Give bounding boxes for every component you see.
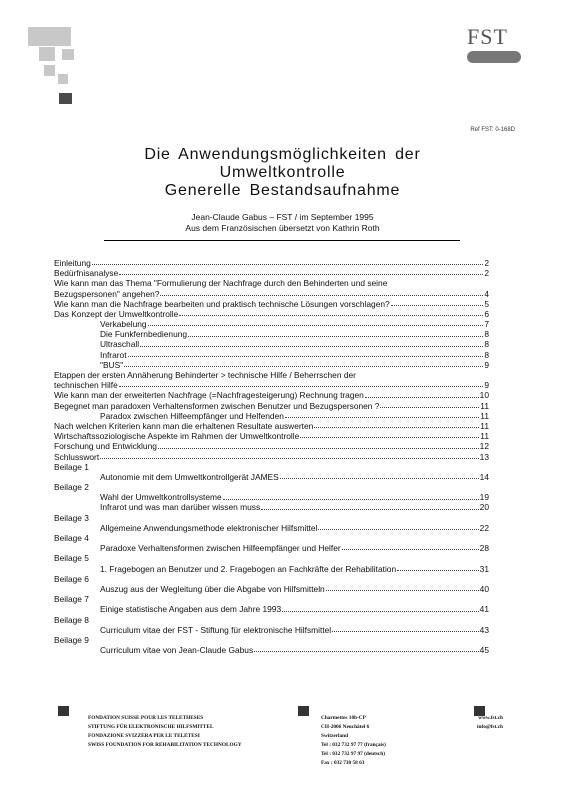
title-line: Generelle Bestandsaufnahme [164, 182, 401, 199]
toc-entry-title: Das Konzept der Umweltkontrolle [54, 308, 179, 319]
title-line: Umweltkontrolle [219, 164, 346, 181]
footer-square [298, 706, 309, 716]
decorative-square [58, 74, 68, 84]
decorative-square [62, 49, 74, 60]
logo-text: FST [467, 24, 508, 49]
toc-entry-title: Beilage 4 [54, 533, 89, 544]
toc-page-number: 11 [480, 400, 489, 411]
toc-entry[interactable] [54, 278, 489, 288]
toc-entry-title: Begegnet man paradoxen Verhaltensformen zwischen Benutzer und Bezugspersonen ? [54, 400, 380, 411]
footer-square [58, 706, 69, 716]
toc-entry[interactable] [54, 380, 489, 390]
toc-entry-title: Paradox zwischen Hilfeempfänger und Helfenden [100, 410, 284, 421]
toc-entry[interactable] [54, 431, 489, 441]
toc-entry[interactable] [54, 533, 489, 543]
toc-dot-leader [140, 346, 483, 347]
reference-number: Ref FST: 0-168D [470, 127, 515, 133]
address-line: Fax : 032 730 58 63 [321, 760, 365, 766]
toc-entry-title: Wirtschaftssoziologische Aspekte im Rahmen der Umweltkontrolle [54, 431, 300, 442]
toc-entry-title: Beilage 9 [54, 634, 89, 645]
toc-page-number: 28 [479, 543, 489, 554]
table-of-contents [54, 258, 489, 655]
toc-page-number: 40 [479, 583, 489, 594]
toc-entry[interactable] [54, 553, 489, 563]
toc-entry[interactable] [54, 523, 489, 533]
toc-entry-title: Die Funkfernbedienung [100, 329, 188, 340]
toc-entry-title: Paradoxe Verhaltensformen zwischen Hilfeempfänger und Helfer [100, 543, 341, 554]
toc-dot-leader [124, 366, 483, 367]
toc-entry[interactable] [54, 513, 489, 523]
email-link[interactable]: info@fst.ch [477, 724, 503, 730]
toc-entry-title: Auszug aus der Wegleitung über die Abgabe von Hilfsmitteln [100, 583, 325, 594]
toc-entry-title: Einleitung [54, 257, 91, 268]
toc-page-number: 13 [479, 451, 489, 462]
toc-entry[interactable] [54, 462, 489, 472]
address-line: CH-2006 Neuchâtel 6 [321, 724, 370, 730]
toc-dot-leader [342, 549, 479, 550]
toc-entry[interactable] [54, 645, 489, 655]
toc-entry-title: Allgemeine Anwendungsmethode elektronischer Hilfsmittel [100, 522, 318, 533]
toc-entry[interactable] [54, 441, 489, 451]
toc-dot-leader [332, 631, 479, 632]
toc-page-number: 9 [484, 359, 489, 370]
toc-entry-title: Wie kann man der erweiterten Nachfrage (=Nachfragesteigerung) Rechnung tragen [54, 390, 364, 401]
footer-web [473, 714, 503, 732]
toc-page-number: 7 [484, 319, 489, 330]
toc-entry-title: "BUS" [100, 359, 124, 370]
toc-entry[interactable] [54, 564, 489, 574]
toc-entry-title: 1. Fragebogen an Benutzer und 2. Fragebogen an Fachkräfte der Rehabilitation [100, 563, 397, 574]
toc-dot-leader [119, 274, 483, 275]
footer-address [321, 714, 386, 768]
document-title [0, 146, 565, 200]
logo-wave-graphic [467, 51, 521, 63]
decorative-square [39, 47, 55, 61]
toc-page-number: 9 [484, 380, 489, 391]
toc-dot-leader [300, 437, 479, 438]
toc-dot-leader [160, 295, 483, 296]
toc-dot-leader [314, 427, 479, 428]
toc-page-number: 19 [479, 492, 489, 503]
toc-page-number: 20 [479, 502, 489, 513]
toc-entry[interactable] [54, 360, 489, 370]
toc-dot-leader [179, 315, 483, 316]
toc-entry-title: Bezugspersonen" angehen? [54, 288, 160, 299]
toc-dot-leader [318, 529, 478, 530]
toc-entry-title: Schlusswort [54, 451, 100, 462]
translator-line: Aus dem Französischen übersetzt von Kathrin Roth [185, 223, 380, 233]
toc-entry-title: Curriculum vitae von Jean-Claude Gabus [100, 645, 254, 656]
toc-page-number: 43 [479, 624, 489, 635]
toc-dot-leader [365, 397, 479, 398]
toc-dot-leader [285, 417, 479, 418]
toc-page-number: 41 [479, 604, 489, 615]
divider [104, 240, 460, 241]
toc-entry-title: Beilage 8 [54, 614, 89, 625]
toc-dot-leader [100, 458, 479, 459]
byline [0, 212, 565, 234]
toc-entry[interactable] [54, 574, 489, 584]
toc-dot-leader [380, 407, 479, 408]
toc-dot-leader [223, 499, 479, 500]
author-line: Jean-Claude Gabus – FST / im September 1995 [191, 212, 374, 222]
toc-entry[interactable] [54, 615, 489, 625]
toc-dot-leader [261, 509, 479, 510]
toc-entry[interactable] [54, 299, 489, 309]
toc-entry-title: Beilage 5 [54, 553, 89, 564]
toc-entry[interactable] [54, 370, 489, 380]
toc-entry-title: Forschung und Entwicklung [54, 441, 157, 452]
toc-dot-leader [282, 611, 479, 612]
toc-entry-title: Infrarot und was man darüber wissen muss [100, 502, 261, 513]
toc-entry-title: Bedürfnisanalyse [54, 268, 119, 279]
toc-page-number: 6 [484, 308, 489, 319]
toc-page-number: 5 [484, 298, 489, 309]
toc-page-number: 8 [484, 349, 489, 360]
foundation-name: FONDAZIONE SVIZZERA PER LE TELETESI [88, 733, 200, 739]
toc-entry-title: Beilage 2 [54, 482, 89, 493]
toc-entry-title: Beilage 6 [54, 573, 89, 584]
toc-entry-title: Wie kann man die Nachfrage bearbeiten und praktisch technische Lösungen vorschlagen? [54, 298, 390, 309]
website-link[interactable]: www.fst.ch [478, 715, 503, 721]
toc-entry-title: technischen Hilfe [54, 380, 118, 391]
toc-entry-title: Beilage 7 [54, 594, 89, 605]
toc-entry[interactable] [54, 421, 489, 431]
toc-entry[interactable] [54, 472, 489, 482]
fst-logo [467, 26, 523, 66]
toc-entry[interactable] [54, 319, 489, 329]
toc-page-number: 12 [479, 441, 489, 452]
toc-entry[interactable] [54, 503, 489, 513]
toc-page-number: 2 [484, 268, 489, 279]
toc-dot-leader [128, 356, 484, 357]
toc-page-number: 10 [479, 390, 489, 401]
decorative-square [49, 27, 71, 46]
toc-entry-title: Curriculum vitae der FST - Stiftung für elektronische Hilfsmittel [100, 624, 332, 635]
toc-entry[interactable] [54, 635, 489, 645]
toc-entry[interactable] [54, 329, 489, 339]
toc-entry[interactable] [54, 482, 489, 492]
toc-entry[interactable] [54, 258, 489, 268]
toc-dot-leader [158, 448, 479, 449]
toc-entry-title: Nach welchen Kriterien kann man die erhaltenen Resultate auswerten [54, 420, 314, 431]
toc-entry[interactable] [54, 584, 489, 594]
toc-dot-leader [254, 651, 479, 652]
toc-entry-title: Beilage 1 [54, 461, 89, 472]
address-line: Tel : 032 732 97 97 (deutsch) [321, 751, 385, 757]
toc-page-number: 4 [484, 288, 489, 299]
toc-page-number: 14 [479, 471, 489, 482]
toc-dot-leader [148, 325, 484, 326]
toc-dot-leader [92, 264, 484, 265]
title-line: Die Anwendungsmöglichkeiten der [144, 146, 421, 163]
toc-page-number: 8 [484, 339, 489, 350]
toc-entry[interactable] [54, 289, 489, 299]
toc-dot-leader [326, 590, 479, 591]
toc-entry[interactable] [54, 452, 489, 462]
toc-entry[interactable] [54, 401, 489, 411]
toc-dot-leader [280, 478, 479, 479]
toc-entry[interactable] [54, 543, 489, 553]
toc-entry-title: Wahl der Umweltkontrollsysteme [100, 492, 222, 503]
toc-entry[interactable] [54, 604, 489, 614]
decorative-square [28, 27, 49, 46]
foundation-name: SWISS FOUNDATION FOR REHABILITATION TECHNOLOGY [88, 742, 242, 748]
toc-page-number: 11 [480, 431, 489, 442]
toc-dot-leader [188, 336, 483, 337]
address-line: Charmettes 10b-CP [321, 715, 366, 721]
toc-entry-title: Autonomie mit dem Umweltkontrollgerät JAMES [100, 471, 279, 482]
toc-dot-leader [397, 570, 479, 571]
toc-page-number: 22 [479, 522, 489, 533]
toc-dot-leader [119, 386, 484, 387]
toc-entry[interactable] [54, 340, 489, 350]
toc-entry[interactable] [54, 350, 489, 360]
footer-foundation [88, 714, 242, 750]
toc-entry[interactable] [54, 390, 489, 400]
toc-page-number: 2 [484, 257, 489, 268]
toc-entry[interactable] [54, 411, 489, 421]
decorative-square [59, 93, 72, 104]
toc-entry[interactable] [54, 268, 489, 278]
foundation-name: STIFTUNG FÜR ELEKTRONISCHE HILFSMITTEL [88, 724, 214, 730]
toc-page-number: 8 [484, 329, 489, 340]
toc-dot-leader [391, 305, 484, 306]
toc-page-number: 11 [480, 410, 489, 421]
toc-entry-title: Einige statistische Angaben aus dem Jahre 1993 [100, 604, 282, 615]
toc-entry[interactable] [54, 625, 489, 635]
toc-page-number: 45 [479, 645, 489, 656]
toc-entry-title: Wie kann man das Thema "Formulierung der Nachfrage durch den Behinderten und seine [54, 278, 388, 289]
foundation-name: FONDATION SUISSE POUR LES TELETHESES [88, 715, 204, 721]
toc-page-number: 31 [479, 563, 489, 574]
toc-entry-title: Beilage 3 [54, 512, 89, 523]
toc-entry-title: Etappen der ersten Annäherung Behinderter > technische Hilfe / Beherrschen der [54, 370, 356, 381]
toc-entry-title: Ultraschall [100, 339, 140, 350]
toc-entry[interactable] [54, 309, 489, 319]
address-line: Tel : 032 732 97 77 (français) [321, 742, 386, 748]
decorative-square [44, 65, 55, 76]
toc-entry[interactable] [54, 492, 489, 502]
toc-entry[interactable] [54, 594, 489, 604]
toc-entry-title: Infrarot [100, 349, 127, 360]
toc-page-number: 11 [480, 420, 489, 431]
address-line: Switzerland [321, 733, 349, 739]
toc-entry-title: Verkabelung [100, 319, 147, 330]
